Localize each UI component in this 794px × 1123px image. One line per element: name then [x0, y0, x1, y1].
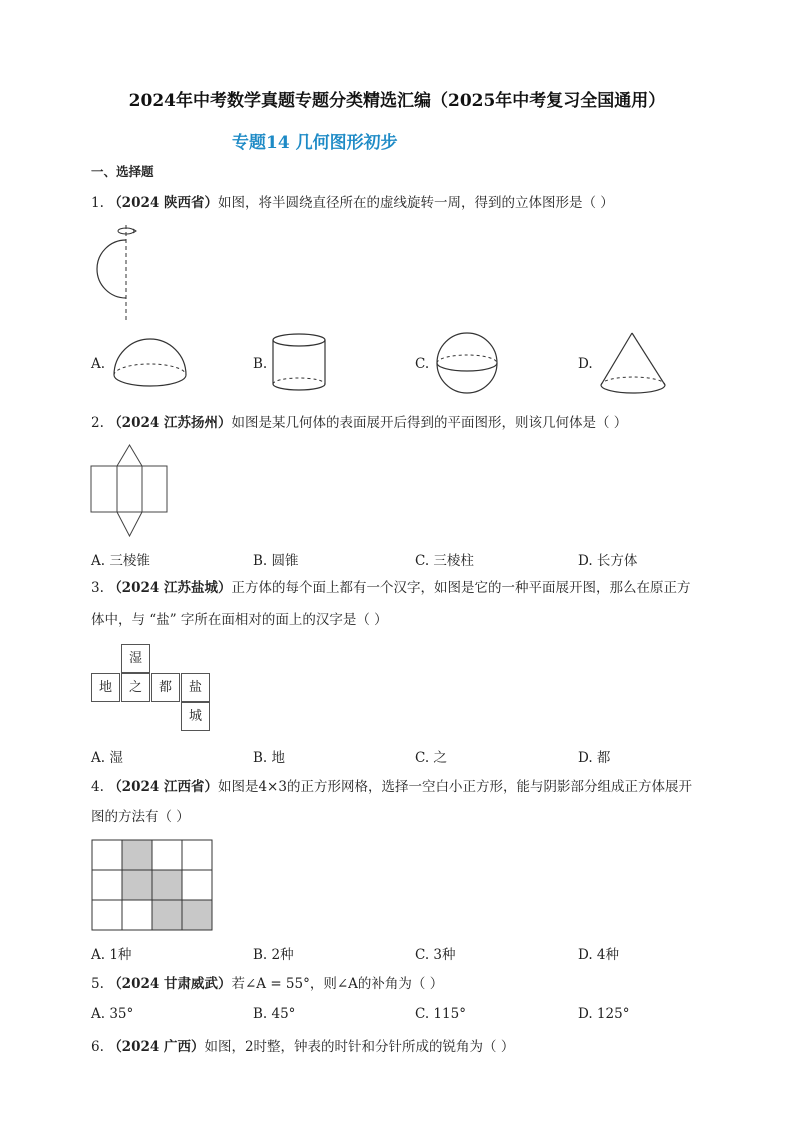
- question-4-line-2: 图的方法有（ ）: [91, 809, 190, 825]
- cylinder-figure: [270, 332, 330, 394]
- hemisphere-figure: [110, 332, 190, 392]
- shaded-square: [152, 870, 182, 900]
- blank-square: [182, 870, 212, 900]
- question-number: 6.: [91, 1039, 104, 1055]
- net-cell: 都: [151, 673, 180, 702]
- option-b: B. 45°: [253, 1006, 296, 1022]
- option-d: D. 4种: [578, 947, 620, 963]
- blank-square: [92, 870, 122, 900]
- blank-square: [182, 840, 212, 870]
- square-grid-figure: [91, 839, 213, 931]
- option-a: A.: [91, 356, 106, 372]
- question-source: （2024 陕西省）: [108, 195, 218, 211]
- blank-square: [92, 840, 122, 870]
- option-a: A. 湿: [91, 750, 123, 766]
- blank-square: [152, 840, 182, 870]
- question-number: 1.: [91, 195, 104, 211]
- question-6: [91, 1037, 514, 1057]
- section-heading: 一、选择题: [91, 164, 154, 179]
- option-c: C. 之: [415, 750, 447, 766]
- question-number: 5.: [91, 976, 104, 992]
- shaded-square: [122, 840, 152, 870]
- option-d: D. 长方体: [578, 553, 638, 569]
- question-text: 如图是4×3的正方形网格，选择一空白小正方形，能与阴影部分组成正方体展开: [217, 779, 692, 795]
- question-source: （2024 江苏扬州）: [108, 415, 232, 431]
- blank-square: [92, 900, 122, 930]
- option-b: B. 2种: [253, 947, 294, 963]
- question-number: 2.: [91, 415, 104, 431]
- option-c: C. 115°: [415, 1006, 466, 1022]
- option-b: B.: [253, 356, 268, 372]
- net-cell: 湿: [121, 644, 150, 673]
- question-number: 3.: [91, 580, 104, 596]
- question-3-line-2: 体中，与 “盐” 字所在面相对的面上的汉字是（ ）: [91, 612, 388, 628]
- question-3: [91, 578, 690, 598]
- question-source: （2024 甘肃威武）: [108, 976, 232, 992]
- question-source: （2024 江苏盐城）: [108, 580, 232, 596]
- shaded-square: [122, 870, 152, 900]
- option-c: C. 三棱柱: [415, 553, 474, 569]
- question-5: [91, 974, 443, 994]
- net-cell: 之: [121, 673, 150, 702]
- option-a: A. 1种: [91, 947, 132, 963]
- shaded-square: [182, 900, 212, 930]
- net-cell: 地: [91, 673, 120, 702]
- sphere-figure: [434, 332, 504, 394]
- net-cell: 城: [181, 702, 210, 731]
- prism-net-figure: [90, 444, 170, 538]
- question-text: 如图，2时整，钟表的时针和分针所成的锐角为（ ）: [204, 1039, 515, 1055]
- question-text: 如图，将半圆绕直径所在的虚线旋转一周，得到的立体图形是（ ）: [217, 195, 614, 211]
- option-b: B. 圆锥: [253, 553, 299, 569]
- half-circle-figure: [88, 222, 148, 322]
- option-d: D. 都: [578, 750, 611, 766]
- question-text: 若∠A = 55°，则∠A的补角为（ ）: [231, 976, 444, 992]
- cone-figure: [598, 330, 670, 396]
- shaded-square: [152, 900, 182, 930]
- question-source: （2024 广西）: [108, 1039, 205, 1055]
- option-b: B. 地: [253, 750, 286, 766]
- option-d: D.: [578, 356, 593, 372]
- option-c: C.: [415, 356, 430, 372]
- net-cell: 盐: [181, 673, 210, 702]
- topic-subtitle: 专题14 几何图形初步: [232, 133, 398, 153]
- question-text: 正方体的每个面上都有一个汉字，如图是它的一种平面展开图，那么在原正方: [231, 580, 691, 596]
- question-4: [91, 777, 692, 797]
- question-number: 4.: [91, 779, 104, 795]
- question-2: [91, 413, 627, 433]
- question-1: [91, 193, 614, 213]
- question-text: 如图是某几何体的表面展开后得到的平面图形，则该几何体是（ ）: [231, 415, 628, 431]
- option-a: A. 35°: [91, 1006, 134, 1022]
- page-title: 2024年中考数学真题专题分类精选汇编（2025年中考复习全国通用）: [128, 91, 666, 111]
- option-c: C. 3种: [415, 947, 456, 963]
- question-source: （2024 江西省）: [108, 779, 218, 795]
- blank-square: [122, 900, 152, 930]
- option-a: A. 三棱锥: [91, 553, 150, 569]
- option-d: D. 125°: [578, 1006, 630, 1022]
